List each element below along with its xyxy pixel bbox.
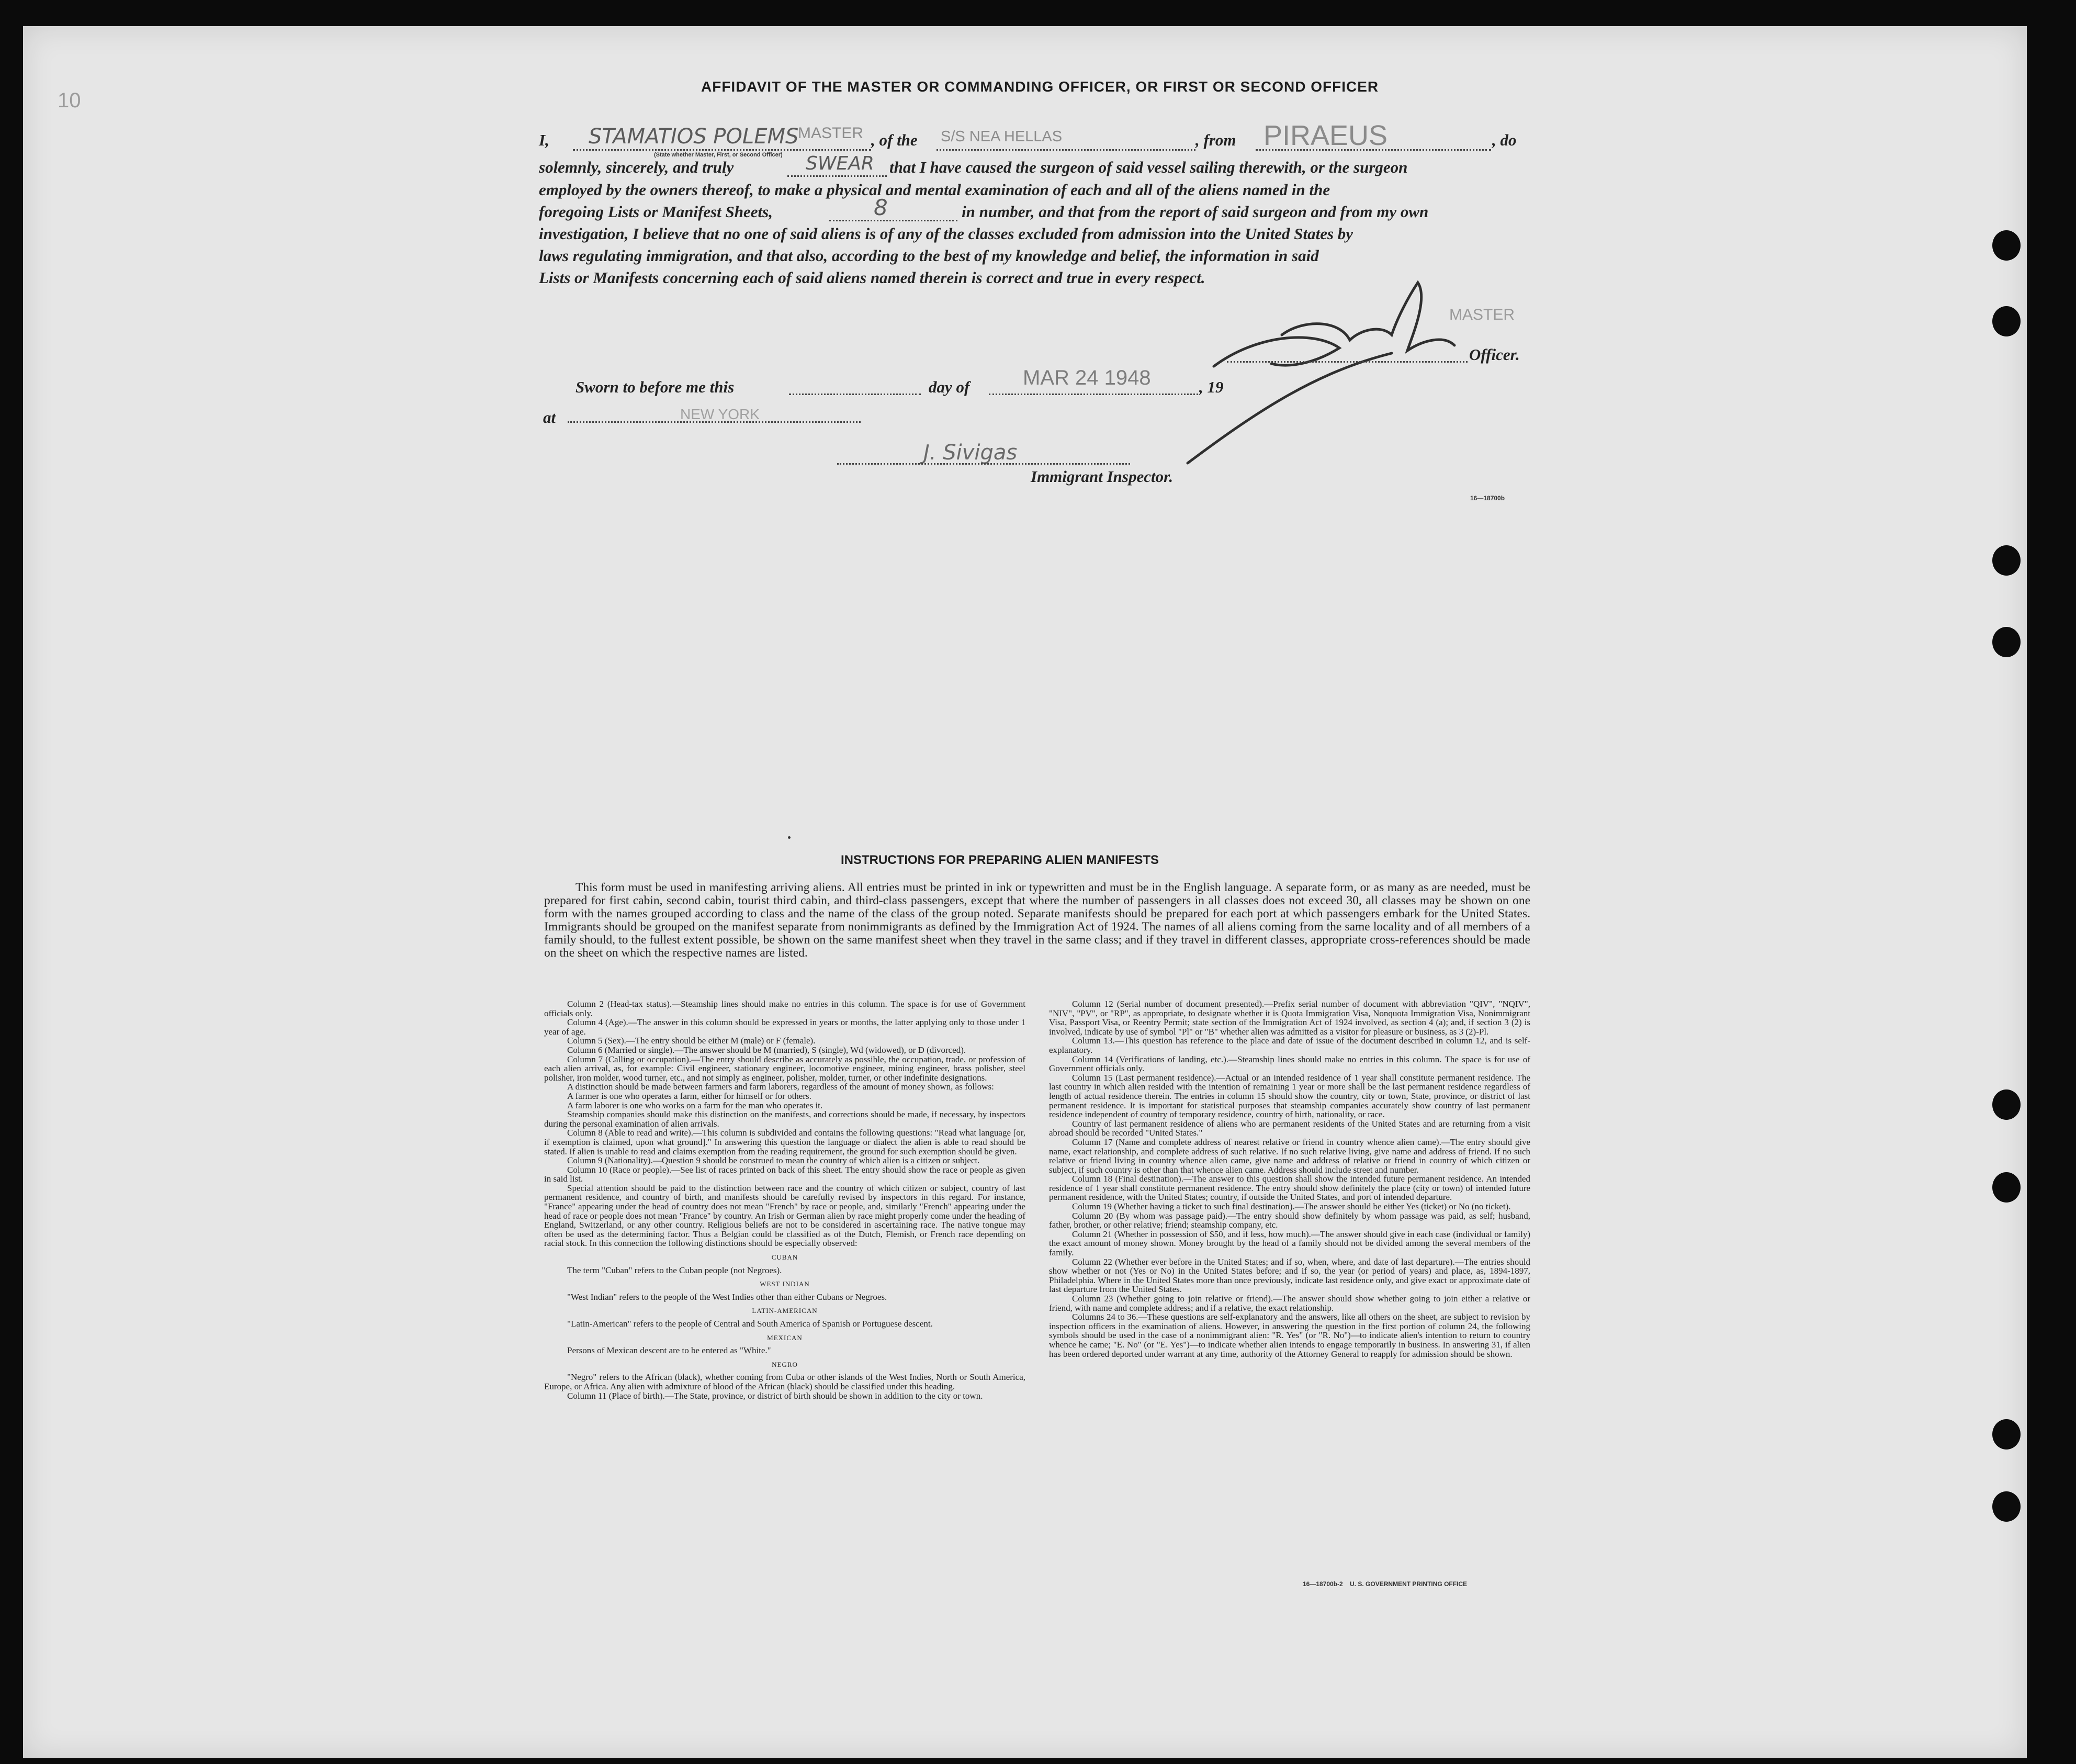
col5-text: Column 5 (Sex).—The entry should be either M (male) or F (female). <box>567 1036 816 1046</box>
col6-text: Column 6 (Married or single).—The answer should be M (married), S (single), Wd (widowed), or D (divorced). <box>567 1044 966 1055</box>
race-distinction-text: Special attention should be paid to the distinction between race and the country of which citizen or subject, country of last permanent residence, and country of birth, and manifests should be carefully revised by inspectors in this regard. For instance, "France" appearing under the head of country does not mean "French" by race or people, and, similarly "French" appearing under the head of race or people does not mean "France" by country. An Irish or German alien by race might properly come under the heading of England, Switzerland, or any other country. Religious beliefs are not to be considered in ascertaining race. The native tongue may often be used as the determining factor. Thus a Belgian could be classified as of the Dutch, Flemish, or French race depending on racial stock. In this connection the following distinctions should be especially observed: <box>544 1183 1025 1249</box>
col22-text: Column 22 (Whether ever before in the United States; and if so, when, where, and date of last departure).—The entries should show whether or not (Yes or No) in the United States before; and if so, the year (or period of years) and place, as, 1894-1897, Philadelphia. Where in the United States more than once previously, indicate last residence only, and give exact or approximate date of last departure from the United States. <box>1049 1256 1530 1295</box>
col15-note-text: Country of last permanent residence of aliens who are permanent residents of the United States and are returning from a visit abroad should be recorded "United States." <box>1049 1118 1530 1138</box>
rank-line <box>573 149 871 151</box>
instructions-right-column <box>1049 999 1530 1358</box>
col12-text: Column 12 (Serial number of document presented).—Prefix serial number of document with abbreviation "QIV", "NQIV", "NIV", "PV", or "RP", as appropriate, to designate whether it is Quota Immigration Visa, Nonquota Immigration Visa, Nonimmigrant Visa, Passport Visa, or Reentry Permit; state section of the Immigration Act of 1924 involved, as section 4 (a); and, if section 3 (2) is involved, indicate by use of symbol "Pl" or "B" whether alien was admitted as a visitor for pleasure or business, as 3 (2)-Pl. <box>1049 999 1530 1037</box>
farmer-text: A farmer is one who operates a farm, either for himself or for others. <box>567 1091 811 1101</box>
port-stamp: PIRAEUS <box>1263 120 1388 151</box>
col19-text: Column 19 (Whether having a ticket to such final destination).—The answer should be either Yes (ticket) or No (no ticket). <box>1072 1201 1511 1212</box>
sworn-day-line <box>789 394 921 395</box>
affidavit-line4-a: foregoing Lists or Manifest Sheets, <box>539 203 773 221</box>
farm-laborer-text: A farm laborer is one who works on a farm for the man who operates it. <box>567 1100 823 1110</box>
col21-text: Column 21 (Whether in possession of $50, and if less, how much).—The answer should give in each case (individual or family) the exact amount of money shown. Money brought by the head of a family should not be divided among the several members of the family. <box>1049 1229 1530 1258</box>
instructions-title: INSTRUCTIONS FOR PREPARING ALIEN MANIFESTS <box>841 853 1159 867</box>
punch-hole-icon <box>1992 306 2021 336</box>
affidavit-line6: laws regulating immigration, and that also, according to the best of my knowledge and belief, the information in said <box>539 246 1319 265</box>
definition-heading: CUBAN <box>771 1253 798 1262</box>
of-the-label: , of the <box>871 131 918 149</box>
col23-text: Column 23 (Whether going to join relative or friend).—The answer should show whether going to join either a relative or friend, with name and complete address; and if a relative, the exact relationship. <box>1049 1294 1530 1313</box>
year-suffix: , 19 <box>1199 378 1224 396</box>
definition-text: "West Indian" refers to the people of the West Indies other than either Cubans or Negroes. <box>567 1291 887 1302</box>
do-label: , do <box>1492 131 1517 149</box>
place-stamp: NEW YORK <box>680 406 760 422</box>
oath-line <box>787 175 887 177</box>
punch-hole-icon <box>1992 627 2021 657</box>
master-name: STAMATIOS POLEMS <box>589 125 799 149</box>
affidavit-line3: employed by the owners thereof, to make a physical and mental examination of each and all of the aliens named in the <box>539 181 1330 199</box>
definition-heading: LATIN-AMERICAN <box>752 1307 818 1315</box>
affidavit-title: AFFIDAVIT OF THE MASTER OR COMMANDING OFFICER, OR FIRST OR SECOND OFFICER <box>701 78 1379 95</box>
inspector-line <box>837 463 1130 465</box>
punch-hole-icon <box>1992 545 2021 576</box>
instructions-intro <box>544 881 1530 960</box>
punch-hole-icon <box>1992 1491 2021 1522</box>
affidavit-form-number: 16—18700b <box>1470 495 1505 502</box>
date-stamp: MAR 24 1948 <box>1023 366 1151 389</box>
rank-note: (State whether Master, First, or Second Officer) <box>654 152 783 158</box>
rank-stamp: MASTER <box>798 125 864 142</box>
col10-text: Column 10 (Race or people).—See list of races printed on back of this sheet. The entry should show the race or people as given in said list. <box>544 1164 1025 1184</box>
definition-text: Persons of Mexican descent are to be entered as "White." <box>567 1345 771 1356</box>
definition-text: "Latin-American" refers to the people of Central and South America of Spanish or Portuguese descent. <box>567 1319 933 1329</box>
col9-text: Column 9 (Nationality).—Question 9 should be construed to mean the country of which alien is a citizen or subject. <box>567 1155 980 1166</box>
inspector-signature: J. Sivigas <box>923 441 1018 465</box>
col15-text: Column 15 (Last permanent residence).—Actual or an intended residence of 1 year shall constitute permanent residence. The last country in which alien resided with the intention of remaining 1 year or more shall be the last permanent residence regardless of length of actual residence therein. The entries in column 15 should show the country, city or town, State, province, or district of last permanent residence. It is important for statistical purposes that steamship companies accurately show country of last permanent residence independent of country of temporary residence, country of birth, nationality, or race. <box>1049 1072 1530 1120</box>
col18-text: Column 18 (Final destination).—The answer to this question shall show the intended future permanent residence. An intended residence of 1 year shall constitute permanent residence. The entry should show definitely the place (city or town) of intended future permanent residence, with the United States; country, if outside the United States, and port of intended departure. <box>1049 1174 1530 1203</box>
vessel-stamp: S/S NEA HELLAS <box>941 128 1063 145</box>
affidavit-line2-a: solemnly, sincerely, and truly <box>539 158 734 176</box>
definition-text: The term "Cuban" refers to the Cuban people (not Negroes). <box>567 1265 782 1275</box>
col7-text: Column 7 (Calling or occupation).—The entry should describe as accurately as possible, the occupation, trade, or profession of each alien arrival, as, for example: Civil engineer, stationary engineer, locomotive engineer, mining engineer, brass polisher, steel polisher, iron molder, wood turner, etc., and not simply as engineer, polisher, molder, turner, or other indefinite designations. <box>544 1054 1025 1083</box>
port-line <box>1256 149 1491 151</box>
master-signature <box>1182 256 1475 476</box>
col17-text: Column 17 (Name and complete address of nearest relative or friend in country whence alien came).—The entry should give name, exact relationship, and complete address of such relative. If no such relative living, give name and address of friend. If no such relative or friend living in country whence alien came, give name and address of relative or friend in country of which citizen or subject, if such country is other than that whence alien came. Address should include street and number. <box>1049 1137 1530 1175</box>
inspector-label: Immigrant Inspector. <box>1031 467 1174 486</box>
vessel-line <box>937 149 1195 151</box>
col14-text: Column 14 (Verifications of landing, etc.).—Steamship lines should make no entries in this column. The space is for use of Government officials only. <box>1049 1054 1530 1074</box>
col11-text: Column 11 (Place of birth).—The State, province, or district of birth should be shown in addition to the city or town. <box>567 1390 983 1401</box>
col4-text: Column 4 (Age).—The answer in this column should be expressed in years or months, the latter applying only to those under 1 year of age. <box>544 1017 1025 1037</box>
definition-heading: WEST INDIAN <box>760 1280 810 1288</box>
affidavit-i-prefix: I, <box>539 131 549 149</box>
definition-heading: MEXICAN <box>767 1333 803 1342</box>
officer-rank-stamp: MASTER <box>1449 306 1515 323</box>
officer-line <box>1227 361 1468 363</box>
affidavit-line5: investigation, I believe that no one of said aliens is of any of the classes excluded from admission into the United States by <box>539 224 1353 243</box>
farmer-distinction-text: A distinction should be made between farmers and farm laborers, regardless of the amount of money shown, as follows: <box>567 1082 994 1092</box>
col24-36-text: Columns 24 to 36.—These questions are self-explanatory and the answers, like all others on the sheet, are subject to revision by inspection officers in the examination of aliens. However, in answering the question in the first portion of column 24, the following symbols should be used in the case of a nonimmigrant alien: "R. Yes" (or "R. No")—to indicate alien's intention to return to country whence he came; "E. No" (or "E. Yes")—to indicate whether alien intends to engage temporarily in business. In answering 31, if alien has been ordered deported under warrant at any time, authority of the Attorney General to reapply for admission should be shown. <box>1049 1312 1530 1359</box>
affidavit-line4-b: in number, and that from the report of said surgeon and from my own <box>962 203 1429 221</box>
sheet-count-line <box>829 220 957 221</box>
sworn-label: Sworn to before me this <box>576 378 735 396</box>
printing-office-footer: 16—18700b-2 U. S. GOVERNMENT PRINTING OFFICE <box>1303 1580 1468 1588</box>
steamship-distinction-text: Steamship companies should make this distinction on the manifests, and corrections should be made, if necessary, by inspectors during the personal examination of alien arrivals. <box>544 1109 1025 1129</box>
affidavit-line7: Lists or Manifests concerning each of said aliens named therein is correct and true in every respect. <box>539 268 1205 287</box>
punch-hole-icon <box>1992 1172 2021 1203</box>
oath-word: SWEAR <box>806 153 874 174</box>
intro-paragraph: This form must be used in manifesting arriving aliens. All entries must be printed in ink or typewritten and must be in the English language. A separate form, or as many as are needed, must be prepared for first cabin, second cabin, tourist third cabin, and third-class passengers, except that where the number of passengers in all classes does not exceed 30, all classes may be shown on one form with the names grouped according to class and the name of the class of the group noted. Separate manifests should be prepared for each port at which passengers embark for the United States. Immigrants should be grouped on the manifest separate from nonimmigrants as defined by the Immigration Act of 1924. The names of all aliens coming from the same locality and of all members of a family should, to the fullest extent possible, be shown on the same manifest sheet when they travel in the same class; and if they travel in different classes, appropriate cross-references should be made on the sheet on which the respective names are listed. <box>544 881 1530 960</box>
col20-text: Column 20 (By whom was passage paid).—The entry should show definitely by whom passage was paid, as self; husband, father, brother, or other relative; friend; steamship company, etc. <box>1049 1210 1530 1230</box>
punch-hole-icon <box>1992 1089 2021 1120</box>
date-line <box>989 394 1198 395</box>
margin-mark: 10 <box>58 89 81 112</box>
day-of-label: day of <box>929 378 970 396</box>
officer-label: Officer. <box>1469 345 1520 364</box>
col8-text: Column 8 (Able to read and write).—This column is subdivided and contains the following questions: "Read what language [or, if exemption is claimed, upon what ground]." In answering this question the language or dialect the alien is able to read should be stated. If alien is unable to read and claims exemption from the reading requirement, the ground for such exemption should be given. <box>544 1128 1025 1156</box>
definition-heading: NEGRO <box>772 1360 798 1368</box>
punch-hole-icon <box>1992 1419 2021 1450</box>
definition-text: "Negro" refers to the African (black), whether coming from Cuba or other islands of the West Indies, North or South America, Europe, or Africa. Any alien with admixture of blood of the African (black) should be classified under this heading. <box>544 1372 1025 1391</box>
place-line <box>568 421 861 423</box>
col13-text: Column 13.—This question has reference to the place and date of issue of the document described in column 12, and is self-explanatory. <box>1049 1036 1530 1055</box>
col2-text: Column 2 (Head-tax status).—Steamship lines should make no entries in this column. The space is for use of Government officials only. <box>544 999 1025 1018</box>
at-label: at <box>543 408 556 426</box>
stray-mark <box>788 836 791 839</box>
punch-hole-icon <box>1992 230 2021 261</box>
sheet-count: 8 <box>874 195 888 220</box>
instructions-left-column <box>544 999 1025 1400</box>
affidavit-line2-b: that I have caused the surgeon of said vessel sailing therewith, or the surgeon <box>889 158 1408 176</box>
from-label: , from <box>1195 131 1236 149</box>
